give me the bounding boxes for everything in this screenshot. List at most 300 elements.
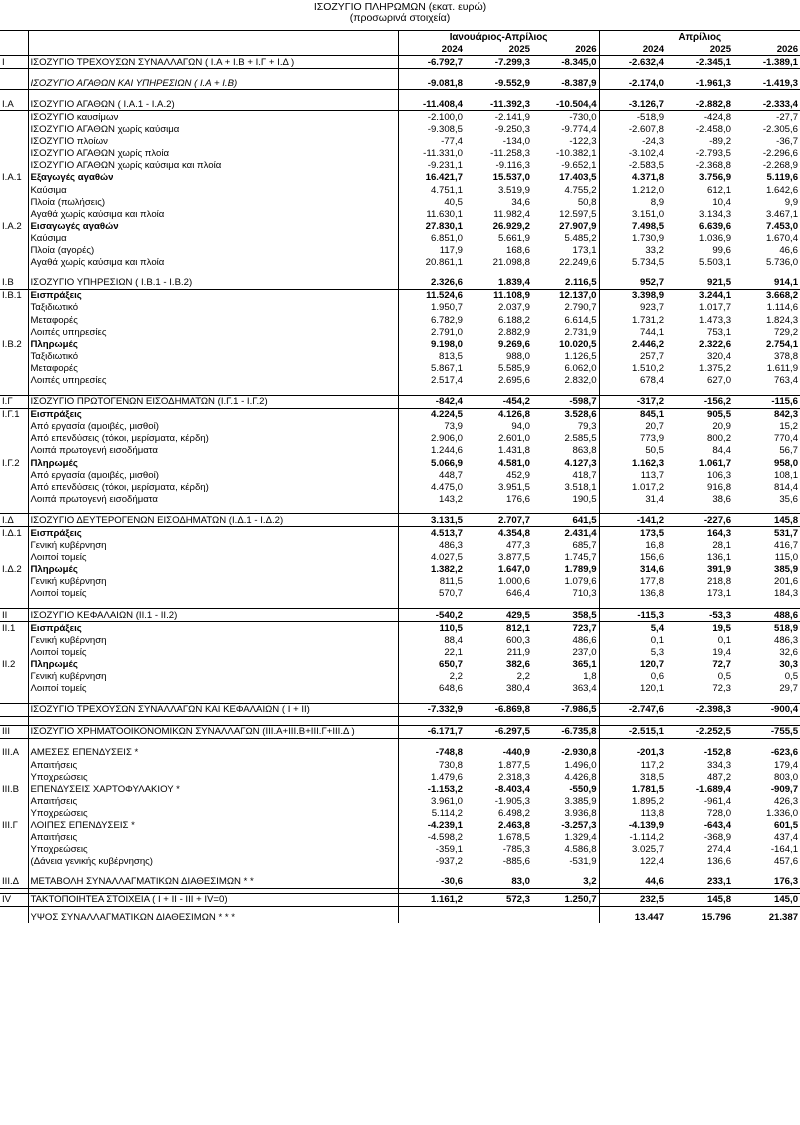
value-cell: -359,1 (435, 844, 463, 856)
value-cell: 3.518,1 (564, 481, 597, 493)
table-row (0, 220, 800, 232)
value-cell: 4.371,8 (599, 172, 666, 184)
table-row (0, 196, 800, 208)
value-cell: -368,9 (703, 832, 732, 844)
spacer-row (0, 868, 800, 876)
table-row (0, 77, 800, 90)
value-cell: 729,2 (774, 326, 799, 338)
value-cell: -643,4 (703, 819, 732, 831)
value-cell: 2.517,4 (430, 374, 463, 386)
table-subtitle: (προσωρινά στοιχεία) (349, 12, 451, 24)
row-code (0, 421, 28, 433)
value-cell: -53,3 (666, 609, 733, 622)
value-cell: -2.515,1 (599, 725, 666, 738)
value-cell: 173,1 (707, 588, 732, 600)
value-cell: 5.867,1 (430, 362, 463, 374)
value-cell: 5.585,9 (497, 362, 530, 374)
row-code (0, 136, 28, 148)
row-code (0, 576, 28, 588)
value-cell: 4.475,0 (430, 481, 463, 493)
row-code: II.1 (0, 622, 28, 635)
value-cell: 136,6 (707, 856, 732, 868)
row-code (0, 832, 28, 844)
value-cell: 3.951,5 (497, 481, 530, 493)
table-row (0, 493, 800, 505)
value-cell: 531,7 (774, 528, 799, 540)
value-cell: -4.598,2 (427, 832, 463, 844)
value-cell: 1.510,2 (599, 362, 666, 374)
value-cell: -623,6 (770, 747, 799, 759)
value-cell: 1.647,0 (497, 564, 530, 576)
year-header: 2024 (398, 43, 465, 56)
value-cell: -909,7 (770, 783, 799, 795)
value-cell: -11.392,3 (465, 98, 532, 111)
value-cell: 6.188,2 (497, 314, 530, 326)
row-code (0, 302, 28, 314)
value-cell: 3.756,9 (699, 172, 732, 184)
value-cell: 685,7 (572, 540, 597, 552)
value-cell: 145,0 (733, 893, 800, 906)
value-cell: 4.027,5 (430, 552, 463, 564)
value-cell: 4.224,5 (430, 409, 463, 421)
value-cell: -7.986,5 (532, 703, 599, 716)
value-cell: 164,3 (707, 528, 732, 540)
table-row (0, 783, 800, 795)
row-code (0, 350, 28, 362)
value-cell: -6.735,8 (532, 725, 599, 738)
value-cell: 334,3 (707, 759, 732, 771)
value-cell: 380,4 (505, 683, 530, 695)
value-cell: 4.126,8 (497, 409, 530, 421)
row-label: (Δάνεια γενικής κυβέρνησης) (28, 856, 398, 868)
table-row (0, 457, 800, 469)
row-label: Αγαθά χωρίς καύσιμα και πλοία (28, 257, 398, 269)
row-label: Από επενδύσεις (τόκοι, μερίσματα, κέρδη) (28, 481, 398, 493)
row-code (0, 759, 28, 771)
value-cell: 488,6 (733, 609, 800, 622)
row-label: ΙΣΟΖΥΓΙΟ ΑΓΑΘΩΝ χωρίς πλοία (28, 148, 398, 160)
value-cell: 3,2 (532, 876, 599, 889)
value-cell: 46,6 (779, 245, 799, 257)
value-cell (532, 911, 599, 923)
value-cell: 11.108,9 (493, 290, 530, 302)
value-cell: 3.025,7 (599, 844, 666, 856)
row-code: II.2 (0, 658, 28, 670)
value-cell: 156,6 (599, 552, 666, 564)
value-cell: 27.830,1 (425, 220, 463, 232)
value-cell: 201,6 (774, 576, 799, 588)
value-cell: 0,5 (784, 671, 799, 683)
value-cell: 50,5 (599, 445, 666, 457)
row-label: Λοιποί τομείς (28, 588, 398, 600)
spacer-row (0, 716, 800, 725)
value-cell: 710,3 (572, 588, 597, 600)
value-cell: 1.114,6 (766, 302, 799, 314)
value-cell: -1.153,2 (427, 783, 463, 795)
value-cell: 1.079,6 (564, 576, 597, 588)
value-cell: -11.258,3 (490, 148, 530, 160)
value-cell: 1.473,3 (699, 314, 732, 326)
value-cell: -156,2 (666, 395, 733, 408)
value-cell: 5.114,2 (431, 807, 463, 819)
spacer-row (0, 90, 800, 99)
row-code: I.A.1 (0, 172, 28, 184)
value-cell: 136,8 (599, 588, 666, 600)
value-cell: 770,4 (774, 433, 799, 445)
row-code (0, 160, 28, 172)
value-cell: 3.528,6 (564, 409, 597, 421)
value-cell: 487,2 (707, 771, 732, 783)
row-label: Λοιπά πρωτογενή εισοδήματα (28, 445, 398, 457)
value-cell: 10.020,5 (559, 338, 597, 350)
value-cell: 418,7 (572, 469, 597, 481)
row-label: Από επενδύσεις (τόκοι, μερίσματα, κέρδη) (28, 433, 398, 445)
value-cell: 31,4 (599, 493, 666, 505)
value-cell: 32,6 (779, 646, 799, 658)
value-cell: 84,4 (712, 445, 732, 457)
period-header-jan-apr: Ιανουάριος-Απρίλιος (398, 31, 599, 44)
value-cell: 20,9 (712, 421, 732, 433)
row-label: Λοιποί τομείς (28, 552, 398, 564)
value-cell: -2.345,1 (666, 56, 733, 69)
value-cell: -531,9 (569, 856, 597, 868)
value-cell: -540,2 (398, 609, 465, 622)
table-row (0, 326, 800, 338)
year-header: 2025 (465, 43, 532, 56)
value-cell: 190,5 (572, 493, 597, 505)
value-cell: -9.231,1 (427, 160, 463, 172)
row-label: Εισπράξεις (28, 408, 398, 421)
value-cell: -598,7 (532, 395, 599, 408)
value-cell: -785,3 (502, 844, 530, 856)
value-cell: 2.695,6 (497, 374, 530, 386)
value-cell: 4.586,8 (564, 844, 597, 856)
value-cell: 3.936,8 (564, 807, 597, 819)
row-code (0, 374, 28, 386)
value-cell: 358,5 (532, 609, 599, 622)
row-label: Μεταφορές (28, 362, 398, 374)
value-cell: -27,7 (776, 112, 799, 124)
row-code (0, 362, 28, 374)
table-row (0, 481, 800, 493)
value-cell: 3.151,0 (599, 208, 666, 220)
value-cell: -3.126,7 (599, 98, 666, 111)
value-cell: 627,0 (707, 374, 732, 386)
row-code (0, 856, 28, 868)
value-cell: 17.403,5 (559, 172, 597, 184)
value-cell: 72,3 (712, 683, 732, 695)
row-label: Εισπράξεις (28, 527, 398, 540)
value-cell: 5.485,2 (564, 232, 597, 244)
value-cell: -961,4 (703, 795, 732, 807)
value-cell: -2.296,6 (762, 148, 799, 160)
value-cell: 800,2 (707, 433, 732, 445)
row-label: Γενική κυβέρνηση (28, 576, 398, 588)
value-cell: -1.389,1 (733, 56, 800, 69)
value-cell: 763,4 (774, 374, 799, 386)
value-cell: 145,8 (666, 893, 733, 906)
value-cell: -9.116,3 (495, 160, 530, 172)
value-cell: -141,2 (599, 514, 666, 527)
value-cell: 5.661,9 (497, 232, 530, 244)
value-cell: 916,8 (707, 481, 732, 493)
row-code (0, 683, 28, 695)
row-label: ΕΠΕΝΔΥΣΕΙΣ ΧΑΡΤΟΦΥΛΑΚΙΟΥ * (28, 783, 398, 795)
value-cell: -885,6 (502, 856, 530, 868)
table-row (0, 257, 800, 269)
row-label: ΙΣΟΖΥΓΙΟ καυσίμων (28, 111, 398, 124)
value-cell: 2.446,2 (599, 338, 666, 350)
value-cell: 773,9 (599, 433, 666, 445)
value-cell: -30,6 (398, 876, 465, 889)
row-code (0, 245, 28, 257)
value-cell: -1.961,3 (666, 77, 733, 90)
row-label: ΙΣΟΖΥΓΙΟ ΠΡΩΤΟΓΕΝΩΝ ΕΙΣΟΔΗΜΑΤΩΝ (Ι.Γ.1 - Ι.Γ.2) (28, 395, 398, 408)
value-cell: 143,2 (438, 493, 463, 505)
value-cell: 3.131,5 (398, 514, 465, 527)
row-label: ΙΣΟΖΥΓΙΟ ΑΓΑΘΩΝ χωρίς καύσιμα και πλοία (28, 160, 398, 172)
value-cell: 2,2 (449, 671, 463, 683)
value-cell: 3.961,0 (430, 795, 463, 807)
row-label: Ταξιδιωτικό (28, 350, 398, 362)
value-cell: -11.408,4 (398, 98, 465, 111)
value-cell: 1.382,2 (430, 564, 463, 576)
value-cell: 5,4 (599, 622, 666, 635)
spacer-row (0, 69, 800, 78)
table-row (0, 514, 800, 527)
value-cell: 1.126,5 (564, 350, 597, 362)
value-cell: 16,8 (599, 540, 666, 552)
value-cell: 3.398,9 (599, 289, 666, 302)
table-row (0, 445, 800, 457)
value-cell: 7.498,5 (599, 220, 666, 232)
row-label: Μεταφορές (28, 314, 398, 326)
value-cell: 115,0 (774, 552, 799, 564)
row-label: ΙΣΟΖΥΓΙΟ πλοίων (28, 136, 398, 148)
value-cell: 1.781,5 (599, 783, 666, 795)
table-row (0, 338, 800, 350)
value-cell: 318,5 (599, 771, 666, 783)
table-row (0, 911, 800, 923)
table-row (0, 819, 800, 831)
value-cell: 1.431,8 (497, 445, 530, 457)
value-cell: 113,8 (599, 807, 666, 819)
row-label: ΑΜΕΣΕΣ ΕΠΕΝΔΥΣΕΙΣ * (28, 747, 398, 759)
value-cell: 2.431,4 (564, 528, 597, 540)
value-cell: 1.730,9 (599, 232, 666, 244)
value-cell: 1.496,0 (564, 759, 597, 771)
value-cell: 4.755,2 (564, 184, 597, 196)
value-cell: 2.832,0 (564, 374, 597, 386)
value-cell: 921,5 (666, 277, 733, 290)
value-cell: 1.336,0 (766, 807, 799, 819)
row-code: III.Δ (0, 876, 28, 889)
value-cell: 646,4 (505, 588, 530, 600)
value-cell: -10.504,4 (532, 98, 599, 111)
row-code: I.Δ.1 (0, 527, 28, 540)
value-cell: -134,0 (502, 136, 530, 148)
value-cell (465, 911, 532, 923)
value-cell: 79,3 (577, 421, 597, 433)
table-row (0, 469, 800, 481)
value-cell: 232,5 (599, 893, 666, 906)
row-code (0, 703, 28, 716)
table-row (0, 289, 800, 302)
value-cell: -9.308,5 (427, 124, 463, 136)
row-label: ΙΣΟΖΥΓΙΟ ΚΕΦΑΛΑΙΩΝ (ΙΙ.1 - ΙΙ.2) (28, 609, 398, 622)
value-cell: -152,8 (703, 747, 732, 759)
value-cell: 117,2 (599, 759, 666, 771)
value-cell: -8.345,0 (532, 56, 599, 69)
value-cell: 426,3 (774, 795, 799, 807)
table-row (0, 683, 800, 695)
value-cell: 3.467,1 (766, 208, 799, 220)
value-cell: 33,2 (599, 245, 666, 257)
row-label: Γενική κυβέρνηση (28, 634, 398, 646)
value-cell: 15.537,0 (492, 172, 530, 184)
value-cell: -755,5 (733, 725, 800, 738)
value-cell: -2.793,5 (695, 148, 732, 160)
value-cell: 40,5 (444, 196, 463, 208)
table-row (0, 759, 800, 771)
value-cell: -4.239,1 (427, 819, 463, 831)
value-cell: 3.244,1 (699, 290, 732, 302)
table-row (0, 208, 800, 220)
page-title (0, 0, 800, 24)
row-label: ΛΟΙΠΕΣ ΕΠΕΝΔΥΣΕΙΣ * (28, 819, 398, 831)
spacer-row (0, 269, 800, 277)
value-cell: 2.037,9 (497, 302, 530, 314)
value-cell: 0,1 (717, 634, 732, 646)
value-cell: 486,3 (774, 634, 799, 646)
value-cell: 1.250,7 (532, 893, 599, 906)
table-row (0, 124, 800, 136)
value-cell: -10.382,1 (555, 148, 597, 160)
value-cell: 1.329,4 (564, 832, 597, 844)
value-cell: 2,2 (516, 671, 530, 683)
table-row (0, 747, 800, 759)
value-cell: 5.503,1 (699, 257, 732, 269)
table-row (0, 421, 800, 433)
value-cell: 22,1 (444, 646, 463, 658)
value-cell: 612,1 (707, 184, 732, 196)
row-code (0, 184, 28, 196)
value-cell: 20,7 (599, 421, 666, 433)
value-cell: 29,7 (779, 683, 799, 695)
value-cell: 923,7 (599, 302, 666, 314)
row-label: Απαιτήσεις (28, 795, 398, 807)
value-cell: 2.116,5 (532, 277, 599, 290)
value-cell: 382,6 (505, 658, 530, 670)
value-cell: 5.734,5 (599, 257, 666, 269)
value-cell: -8.403,4 (494, 783, 530, 795)
value-cell: 429,5 (465, 609, 532, 622)
value-cell: 988,0 (505, 350, 530, 362)
row-code: I.Γ.2 (0, 457, 28, 469)
row-code: I.B.2 (0, 338, 28, 350)
value-cell: 4.751,1 (430, 184, 463, 196)
row-code (0, 208, 28, 220)
value-cell: 177,8 (599, 576, 666, 588)
value-cell: 1,8 (583, 671, 597, 683)
value-cell: 730,8 (438, 759, 463, 771)
table-row (0, 634, 800, 646)
value-cell: 385,9 (774, 564, 799, 576)
table-row (0, 609, 800, 622)
value-cell: 2.731,9 (564, 326, 597, 338)
value-cell: 22.249,6 (559, 257, 597, 269)
value-cell: 723,7 (572, 622, 597, 634)
value-cell: -36,7 (776, 136, 799, 148)
table-row (0, 160, 800, 172)
value-cell: 233,1 (666, 876, 733, 889)
table-row (0, 111, 800, 124)
row-label: Λοιποί τομείς (28, 646, 398, 658)
value-cell: 3.134,3 (699, 208, 732, 220)
table-row (0, 232, 800, 244)
table-row (0, 362, 800, 374)
value-cell: 3.877,5 (497, 552, 530, 564)
value-cell: -9.652,1 (561, 160, 597, 172)
value-cell: 863,8 (572, 445, 597, 457)
value-cell: 4.513,7 (430, 528, 463, 540)
value-cell: 416,7 (774, 540, 799, 552)
value-cell: -2.305,6 (762, 124, 799, 136)
value-cell: 1.877,5 (497, 759, 530, 771)
value-cell: -2.930,8 (561, 747, 597, 759)
value-cell: 365,1 (572, 658, 597, 670)
row-code (0, 540, 28, 552)
value-cell: 753,1 (707, 326, 732, 338)
value-cell: -1.419,3 (733, 77, 800, 90)
value-cell: 113,7 (599, 469, 666, 481)
value-cell: 1.036,9 (699, 232, 732, 244)
value-cell: -6.792,7 (398, 56, 465, 69)
row-label: ΜΕΤΑΒΟΛΗ ΣΥΝΑΛΛΑΓΜΑΤΙΚΩΝ ΔΙΑΘΕΣΙΜΩΝ * * (28, 876, 398, 889)
value-cell: 21.387 (768, 911, 799, 923)
value-cell: -900,4 (733, 703, 800, 716)
value-cell: -937,2 (435, 856, 463, 868)
value-cell: 437,4 (774, 832, 799, 844)
spacer-row (0, 695, 800, 704)
value-cell: 314,6 (599, 564, 666, 576)
value-cell: 30,3 (779, 658, 799, 670)
value-cell: 4.127,3 (564, 457, 597, 469)
value-cell: 518,9 (774, 622, 799, 634)
value-cell: 952,7 (599, 277, 666, 290)
table-row (0, 136, 800, 148)
table-row (0, 807, 800, 819)
table-row (0, 703, 800, 716)
value-cell: 94,0 (511, 421, 530, 433)
row-label: Απαιτήσεις (28, 832, 398, 844)
table-row (0, 302, 800, 314)
value-cell: 218,8 (707, 576, 732, 588)
row-code: III (0, 725, 28, 738)
table-row (0, 876, 800, 889)
value-cell: 1.895,2 (599, 795, 666, 807)
row-label: Από εργασία (αμοιβές, μισθοί) (28, 469, 398, 481)
row-code (0, 646, 28, 658)
row-label: Καύσιμα (28, 232, 398, 244)
value-cell: -9.552,9 (465, 77, 532, 90)
value-cell: 814,4 (774, 481, 799, 493)
value-cell: 0,1 (599, 634, 666, 646)
row-code (0, 445, 28, 457)
value-cell: 845,1 (599, 408, 666, 421)
value-cell: 13.447 (599, 911, 666, 923)
value-cell: 34,6 (511, 196, 530, 208)
